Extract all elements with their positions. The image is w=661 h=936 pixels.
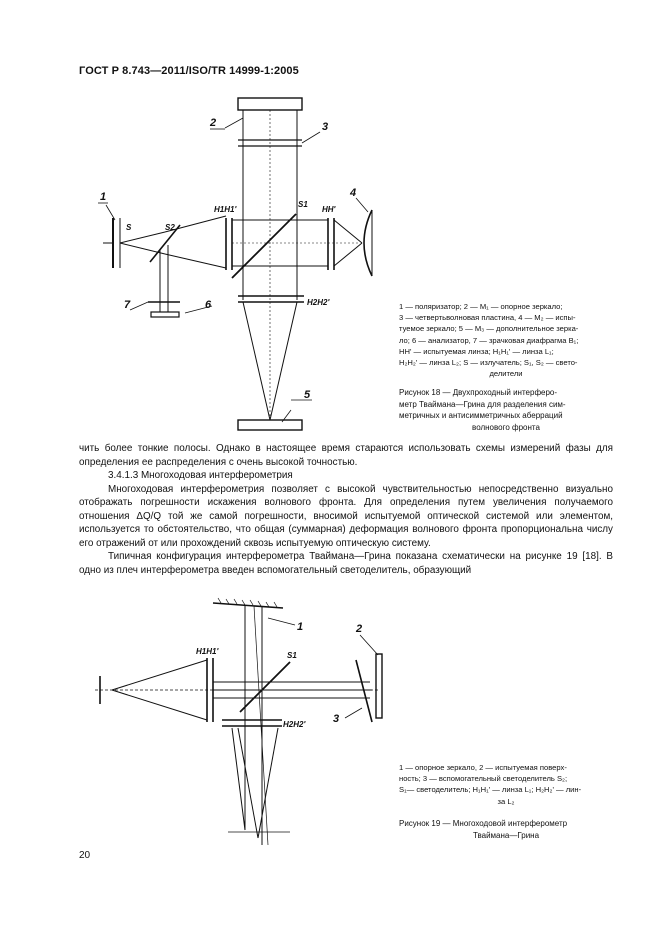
caption-line: Тваймана—Грина [472,830,540,840]
paragraph: Многоходовая интерферометрия позволяет с высокой чувствительностью непосредственно визуально отображать погрешности искажения волнового фронта. Для определения путем увеличения получаемого отношения ΔQ/Q той же самой погрешности, вносимой испытуемой оптической системой или элементом, используется то обстоятельство, что общая (суммарная) деформация волнового фронта пропорциональна числу его отражений от или прохождений сквозь испытуемую оптическую систему. [79,483,613,549]
page-header: ГОСТ Р 8.743—2011/ISO/TR 14999-1:2005 [79,65,299,77]
section-heading: 3.4.1.3 Многоходовая интерферометрия [108,470,293,481]
legend-line: 1 — поляризатор; 2 — M₁ — опорное зеркало; [399,302,563,311]
caption-line: Рисунок 18 — Двухпроходный интерферо- [399,388,558,397]
fig18-label-hh: HH' [322,205,336,214]
fig18-label-h2: H2H2' [307,298,330,307]
legend-line: туемое зеркало; 5 — M₃ — дополнительное зерка- [399,324,579,334]
legend-line: 1 — опорное зеркало, 2 — испытуемая поверх- [399,763,567,772]
legend-line: ло; 6 — анализатор, 7 — зрачковая диафрагма B₁; [399,335,579,345]
figure-19-legend [399,762,613,807]
fig18-label-6: 6 [205,299,212,311]
fig18-label-s: S [126,223,132,232]
fig19-label-3: 3 [333,713,340,725]
caption-line: волнового фронта [472,422,540,432]
legend-line: H₂H₂' — линза L₂; S — излучатель; S₁, S₂ — свето- [399,358,578,368]
fig19-label-h1: H1H1' [196,647,219,656]
legend-line: HH' — испытуемая линза; H₁H₁' — линза L₁; [399,346,554,356]
figure-19-caption [399,818,613,841]
fig18-label-1: 1 [100,191,107,203]
legend-line: делители [489,369,523,379]
fig18-label-s1: S1 [298,200,308,209]
fig19-label-1: 1 [297,621,304,633]
fig18-label-4: 4 [350,187,357,199]
fig18-label-7: 7 [124,299,131,311]
caption-line: метр Тваймана—Грина для разделения сим- [399,399,566,409]
legend-line: ность; 3 — вспомогательный светоделитель S₂; [399,774,568,784]
fig18-label-3: 3 [322,121,329,133]
page-number: 20 [79,850,91,861]
fig19-label-s1: S1 [287,651,297,660]
legend-line: 3 — четвертьволновая пластина, 4 — M₂ — испы- [399,313,576,323]
fig18-label-2: 2 [210,117,217,129]
fig19-label-h2: H2H2' [283,720,306,729]
legend-line: за L₂ [497,796,515,806]
legend-line: S₁— светоделитель; H₁H₁' — линза L₁; H₂H₂' — лин- [399,785,582,795]
caption-line: метричных и антисимметричных аберраций [399,411,563,420]
paragraph: Типичная конфигурация интерферометра Тваймана—Грина показана схематически на рисунке 19 [18]. В одно из плеч интерферометра введен вспомогательный светоделитель, образующий [79,551,613,576]
fig18-label-s2: S2 [165,223,175,232]
fig18-label-h1: H1H1' [214,205,237,214]
caption-line: Рисунок 19 — Многоходовой интерферометр [399,819,568,828]
tested-surface [376,654,382,718]
paragraph: чить более тонкие полосы. Однако в настоящее время стараются использовать схемы измерений фазы для определения ее распределения с очень высокой точностью. [79,443,613,468]
fig19-label-2: 2 [356,623,363,635]
fig18-label-5: 5 [304,389,311,401]
